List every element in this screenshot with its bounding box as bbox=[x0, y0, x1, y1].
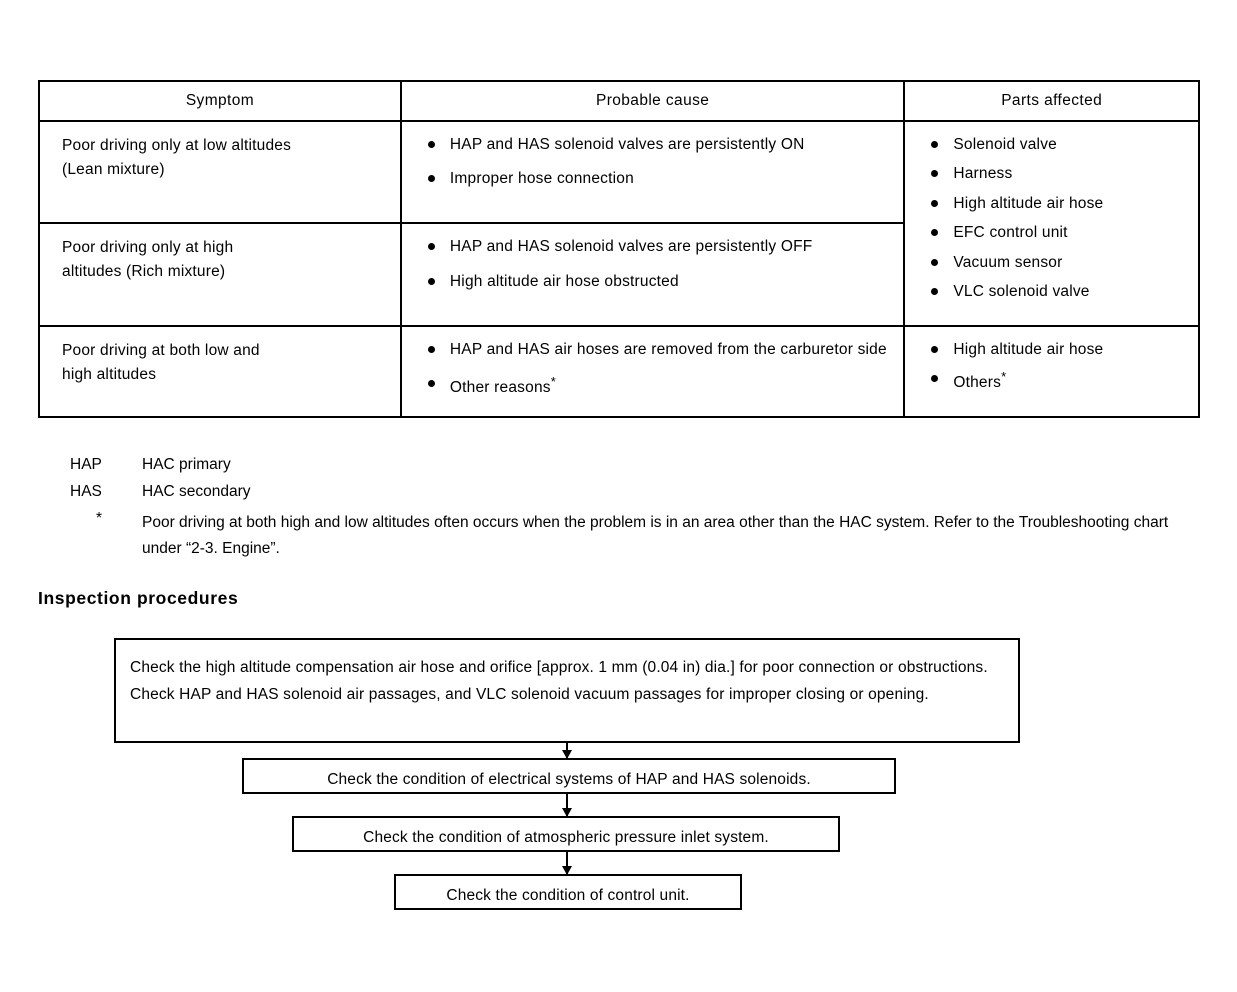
flow-step-3: Check the condition of atmospheric pressure inlet system. bbox=[292, 816, 840, 852]
legend-row bbox=[70, 456, 1170, 474]
symptom-line: Poor driving only at high bbox=[62, 239, 234, 257]
cause-list bbox=[424, 236, 891, 293]
legend-row bbox=[70, 483, 1170, 501]
table-header-row bbox=[39, 81, 1199, 121]
footnote-marker: * bbox=[550, 374, 556, 390]
list-item: High altitude air hose obstructed bbox=[424, 271, 891, 293]
list-item: Improper hose connection bbox=[424, 168, 891, 190]
page-title: Inspection procedures bbox=[38, 588, 239, 608]
flow-arrow-down-icon bbox=[566, 852, 568, 874]
legend-key: HAP bbox=[70, 456, 102, 473]
parts-list bbox=[927, 134, 1186, 304]
flow-step-2: Check the condition of electrical systems of HAP and HAS solenoids. bbox=[242, 758, 896, 794]
column-header-probable-cause: Probable cause bbox=[401, 81, 904, 121]
legend bbox=[70, 456, 1170, 572]
column-header-parts-affected: Parts affected bbox=[904, 81, 1199, 121]
footnote-marker: * bbox=[1001, 369, 1007, 385]
symptom-line: high altitudes bbox=[62, 365, 157, 383]
symptom-line: Poor driving only at low altitudes bbox=[62, 137, 292, 154]
symptom-cell-2 bbox=[39, 223, 401, 325]
cause-list bbox=[424, 339, 891, 400]
legend-value: HAC secondary bbox=[142, 483, 251, 500]
list-item-label: Others bbox=[953, 374, 1002, 392]
list-item: High altitude air hose bbox=[927, 193, 1186, 215]
flow-arrow-down-icon bbox=[566, 794, 568, 816]
flow-arrow-down-icon bbox=[566, 743, 568, 758]
legend-value: HAC primary bbox=[142, 456, 231, 473]
list-item: HAP and HAS solenoid valves are persistently OFF bbox=[424, 236, 891, 258]
symptom-line: (Lean mixture) bbox=[62, 161, 165, 179]
parts-cell-1 bbox=[904, 121, 1199, 326]
footnote-marker: * bbox=[96, 510, 103, 527]
symptom-line: Poor driving at both low and bbox=[62, 341, 260, 359]
list-item: HAP and HAS solenoid valves are persistently ON bbox=[424, 134, 891, 156]
table-row bbox=[39, 121, 1199, 223]
list-item: Solenoid valve bbox=[927, 134, 1186, 156]
cause-list bbox=[424, 134, 891, 191]
flow-step-1: Check the high altitude compensation air hose and orifice [approx. 1 mm (0.04 in) dia.] for poor connection or obstructions. Check HAP and HAS solenoid air passages, and VLC solenoid vacuum passages for improper closing or opening. bbox=[114, 638, 1020, 743]
list-item-label: Other reasons bbox=[449, 379, 551, 397]
list-item: EFC control unit bbox=[927, 222, 1186, 244]
table-row bbox=[39, 326, 1199, 417]
cause-cell-3 bbox=[401, 326, 904, 417]
list-item: HAP and HAS air hoses are removed from the carburetor side bbox=[424, 339, 891, 361]
inspection-flow-chart bbox=[0, 630, 1237, 930]
footnote-row bbox=[70, 510, 1170, 563]
parts-cell-2 bbox=[904, 326, 1199, 417]
parts-list bbox=[927, 339, 1186, 395]
list-item bbox=[424, 373, 891, 400]
list-item: High altitude air hose bbox=[927, 339, 1186, 361]
cause-cell-2 bbox=[401, 223, 904, 325]
column-header-symptom: Symptom bbox=[39, 81, 401, 121]
troubleshooting-table bbox=[38, 80, 1200, 418]
symptom-cell-1 bbox=[39, 121, 401, 223]
symptom-cell-3 bbox=[39, 326, 401, 417]
list-item bbox=[927, 368, 1186, 395]
legend-key: HAS bbox=[70, 483, 102, 500]
troubleshooting-table-wrapper bbox=[38, 80, 1200, 418]
footnote-text: Poor driving at both high and low altitudes often occurs when the problem is in an area other than the HAC system. Refer to the Troubleshooting chart under “2-3. Engine”. bbox=[142, 514, 1169, 558]
list-item: VLC solenoid valve bbox=[927, 281, 1186, 303]
list-item: Harness bbox=[927, 163, 1186, 185]
cause-cell-1 bbox=[401, 121, 904, 223]
list-item: Vacuum sensor bbox=[927, 252, 1186, 274]
flow-step-4: Check the condition of control unit. bbox=[394, 874, 742, 910]
symptom-line: altitudes (Rich mixture) bbox=[62, 263, 226, 281]
